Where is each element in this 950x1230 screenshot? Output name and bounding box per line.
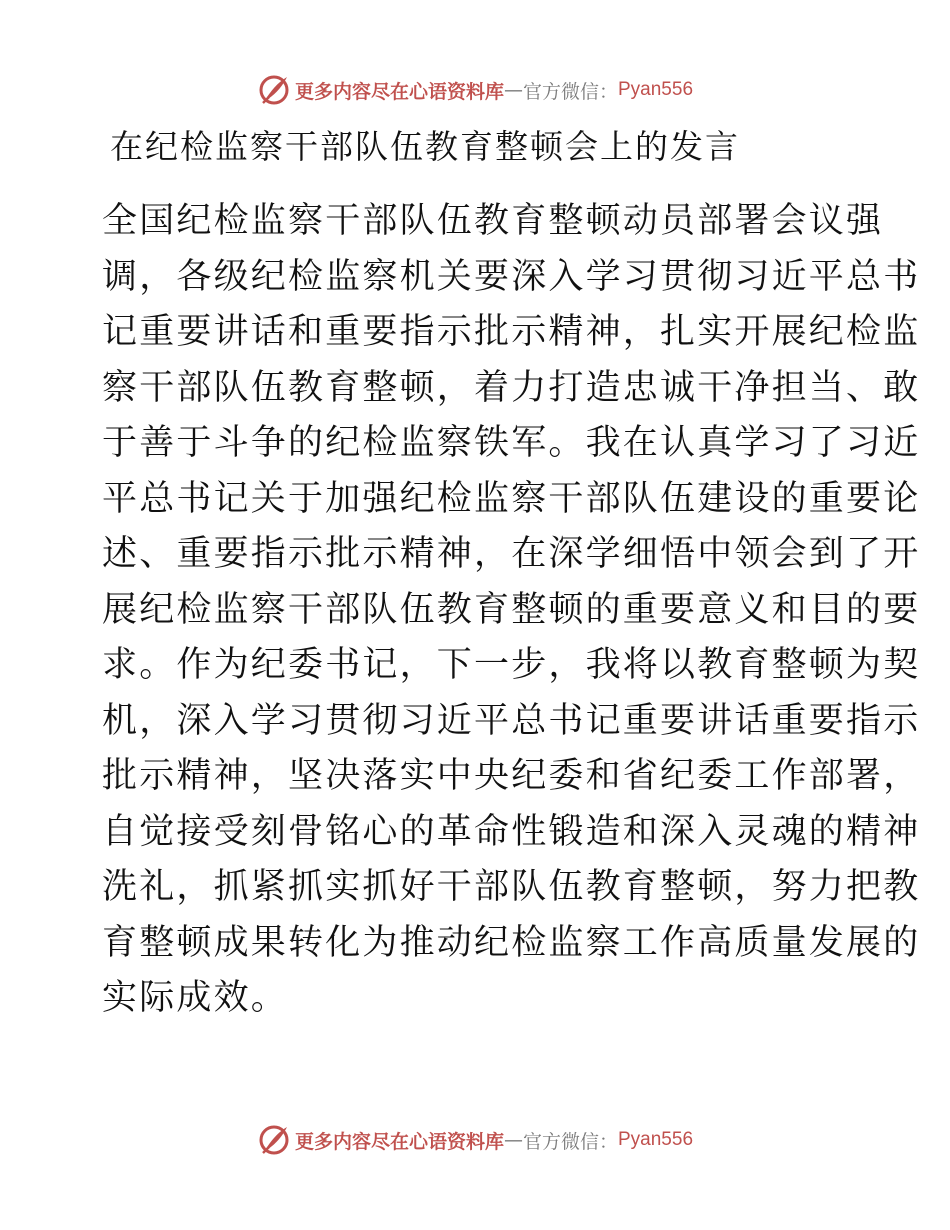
body-line: 自觉接受刻骨铭心的革命性锻造和深入灵魂的精神 [102, 811, 921, 852]
body-line: 全国纪检监察干部队伍教育整顿动员部署会议强 [102, 201, 884, 241]
feather-quill-logo-icon [257, 73, 291, 107]
body-line: 调，各级纪检监察机关要深入学习贯彻习近平总书 [102, 256, 921, 297]
body-line: 述、重要指示批示精神，在深学细悟中领会到了开 [102, 534, 921, 574]
body-line: 批示精神，坚决落实中央纪委和省纪委工作部署， [102, 756, 921, 796]
body-line: 求。作为纪委书记，下一步，我将以教育整顿为契 [102, 645, 921, 685]
banner-wechat-id: Pyan556 [618, 79, 694, 100]
body-line: 察干部队伍教育整顿，着力打造忠诚干净担当、敢 [102, 367, 921, 408]
footer-banner [0, 1120, 950, 1160]
feather-quill-logo-icon [257, 1123, 291, 1157]
document-body [102, 194, 921, 1027]
body-line: 实际成效。 [102, 978, 289, 1018]
banner-separator: — [503, 79, 523, 101]
body-line: 育整顿成果转化为推动纪检监察工作高质量发展的 [102, 922, 921, 963]
banner-wechat-label: 官方微信： [522, 80, 618, 103]
banner-wechat-label: 官方微信： [522, 1130, 618, 1153]
header-banner [0, 70, 950, 110]
body-line: 展纪检监察干部队伍教育整顿的重要意义和目的要 [102, 589, 921, 630]
body-line: 于善于斗争的纪检监察铁军。我在认真学习了习近 [102, 423, 921, 463]
banner-promo-text: 更多内容尽在心语资料库 [294, 1130, 504, 1153]
body-line: 机，深入学习贯彻习近平总书记重要讲话重要指示 [102, 700, 921, 741]
banner-wechat-id: Pyan556 [618, 1129, 694, 1150]
body-line: 记重要讲话和重要指示批示精神，扎实开展纪检监 [102, 312, 921, 352]
body-line: 平总书记关于加强纪检监察干部队伍建设的重要论 [102, 478, 921, 519]
body-line: 洗礼，抓紧抓实抓好干部队伍教育整顿，努力把教 [102, 867, 921, 907]
banner-separator: — [503, 1129, 523, 1151]
banner-promo-text: 更多内容尽在心语资料库 [294, 80, 504, 103]
document-title: 在纪检监察干部队伍教育整顿会上的发言 [110, 127, 740, 166]
